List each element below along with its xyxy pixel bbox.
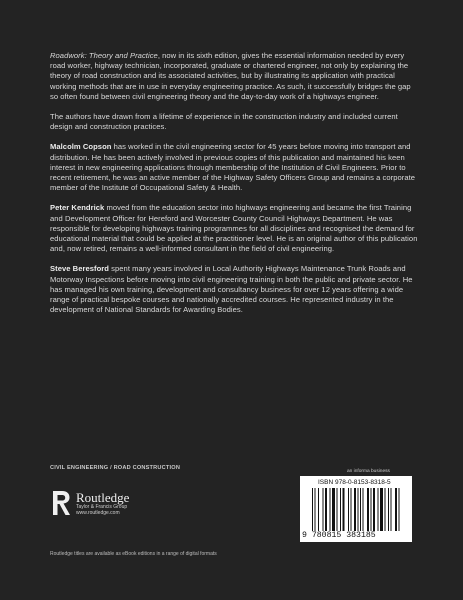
back-cover-blurb bbox=[50, 51, 418, 325]
author-name: Peter Kendrick bbox=[50, 203, 105, 213]
isbn-barcode bbox=[300, 476, 412, 542]
author-bio-text: has worked in the civil engineering sector for 45 years before moving into transport and distribution. He has been actively involved in previous copies of this publication and maintained his keen interest in new engineering applications through membership of the Institution of Civil Engineers. Prior to recent retirement, he was an active member of the Highway Safety Officers Group and remains a corporate member of the Institute of Occupational Safety & Health. bbox=[50, 142, 416, 193]
author-bio bbox=[50, 203, 418, 254]
author-name: Malcolm Copson bbox=[50, 142, 112, 152]
book-title: Roadwork: Theory and Practice bbox=[50, 51, 158, 60]
author-bio bbox=[50, 264, 418, 315]
authors-intro-paragraph: The authors have drawn from a lifetime of experience in the construction industry and included current design and construction practices. bbox=[50, 112, 398, 132]
publisher-url: www.routledge.com bbox=[76, 510, 120, 516]
isbn-text: ISBN 978-0-8153-8318-5 bbox=[318, 479, 391, 486]
ebook-note: Routledge titles are available as eBook editions in a range of digital formats bbox=[50, 551, 217, 557]
subject-category: CIVIL ENGINEERING / ROAD CONSTRUCTION bbox=[50, 465, 181, 471]
barcode-bars bbox=[312, 488, 402, 531]
author-bio-text: moved from the education sector into highways engineering and became the first Training and Development Officer for Hereford and Worcester County Council Highways Department. He was responsible for developing highways training programmes for all disciplines and recognised the demand for educational material that could be applied at the practitioner level. He is an original author of this publication and, now retired, remains a well-informed consultant in the field of civil engineering. bbox=[50, 203, 418, 254]
publisher-group: Taylor & Francis Group bbox=[76, 504, 128, 510]
barcode-digits: 9 780815 383185 bbox=[302, 531, 376, 540]
author-name: Steve Beresford bbox=[50, 264, 109, 274]
author-bio-text: spent many years involved in Local Authority Highways Maintenance Trunk Roads and Motorway Inspections before moving into civil engineering training in both the public and private sector. He has managed his own training, development and consultancy business for over 12 years offering a wide range of practical bespoke courses and nationally accredited courses. He represented industry in the development of National Standards for Awarding Bodies. bbox=[50, 264, 413, 315]
intro-text: , now in its sixth edition, gives the essential information needed by every road worker, highway technician, incorporated, graduate or chartered engineer, not only by explaining the theory of road construction and its associated activities, but by illustrating its application with practical working methods that are in use in everyday engineering practice. As such, it successfully bridges the gap so often found between civil engineering theory and the day-to-day work of a highways engineer. bbox=[50, 51, 411, 101]
routledge-logo-icon bbox=[50, 489, 72, 517]
informa-tagline: an informa business bbox=[347, 469, 390, 474]
intro-paragraph bbox=[50, 51, 418, 102]
author-bio bbox=[50, 142, 418, 193]
publisher-name: Routledge bbox=[76, 490, 130, 505]
